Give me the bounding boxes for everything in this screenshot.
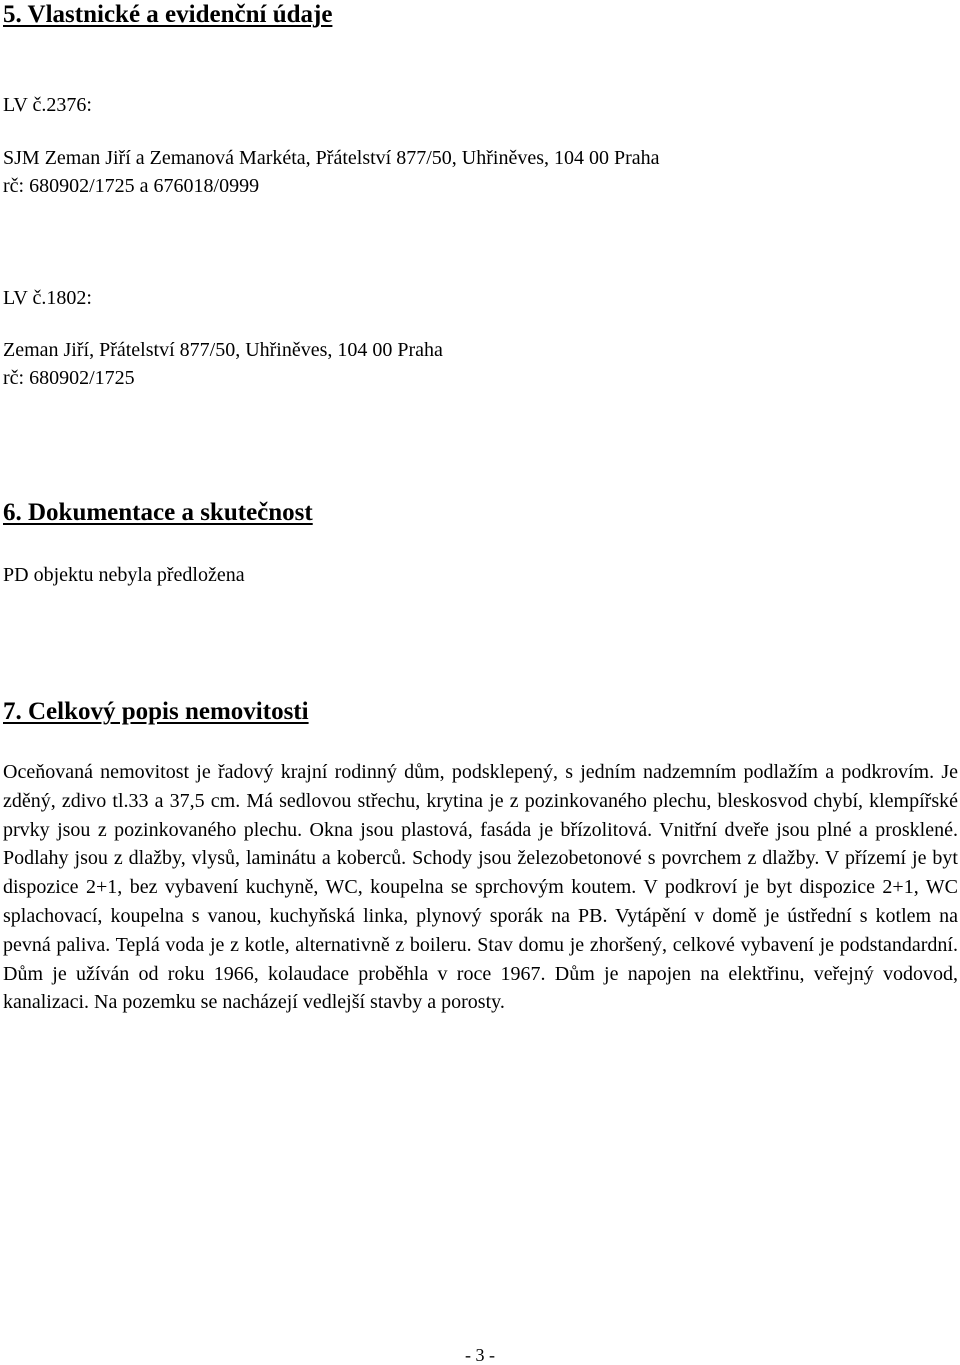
page-number: - 3 - — [465, 1345, 495, 1365]
lv-1802-owners: Zeman Jiří, Přátelství 877/50, Uhřiněves, 104 00 Praha — [3, 339, 443, 361]
lv-2376-label: LV č.2376: — [3, 94, 92, 116]
lv-1802-label: LV č.1802: — [3, 287, 92, 309]
lv-2376-owners: SJM Zeman Jiří a Zemanová Markéta, Přátelství 877/50, Uhřiněves, 104 00 Praha — [3, 147, 660, 169]
lv-1802-ids: rč: 680902/1725 — [3, 367, 135, 389]
section-7-description: Oceňovaná nemovitost je řadový krajní rodinný dům, podsklepený, s jedním nadzemním podlažím a podkrovím. Je zděný, zdivo tl.33 a 37,5 cm. Má sedlovou střechu, krytina je z pozinkovaného plechu, bleskosvod chybí, klempířské prvky jsou z pozinkovaného plechu. Okna jsou plastová, fasáda je břízolitová. Vnitřní dveře jsou plné a prosklené. Podlahy jsou z dlažby, vlysů, laminátu a koberců. Schody jsou železobetonové s povrchem z dlažby. V přízemí je byt dispozice 2+1, bez vybavení kuchyně, WC, koupelna se sprchovým koutem. V podkroví je byt dispozice 2+1, WC splachovací, koupelna s vanou, kuchyňská linka, plynový sporák na PB. Vytápění v domě je ústřední s kotlem na pevná paliva. Teplá voda je z kotle, alternativně z boileru. Stav domu je zhoršený, celkové vybavení je podstandardní. Dům je užíván od roku 1966, kolaudace proběhla v roce 1967. Dům je napojen na elektřinu, veřejný vodovod, kanalizaci. Na pozemku se nacházejí vedlejší stavby a porosty. — [3, 761, 958, 1014]
section-6-text: PD objektu nebyla předložena — [3, 564, 245, 586]
section-7-heading: 7. Celkový popis nemovitosti — [3, 698, 309, 725]
section-5-heading: 5. Vlastnické a evidenční údaje — [3, 1, 333, 28]
section-6-heading: 6. Dokumentace a skutečnost — [3, 499, 313, 526]
lv-2376-ids: rč: 680902/1725 a 676018/0999 — [3, 175, 260, 197]
